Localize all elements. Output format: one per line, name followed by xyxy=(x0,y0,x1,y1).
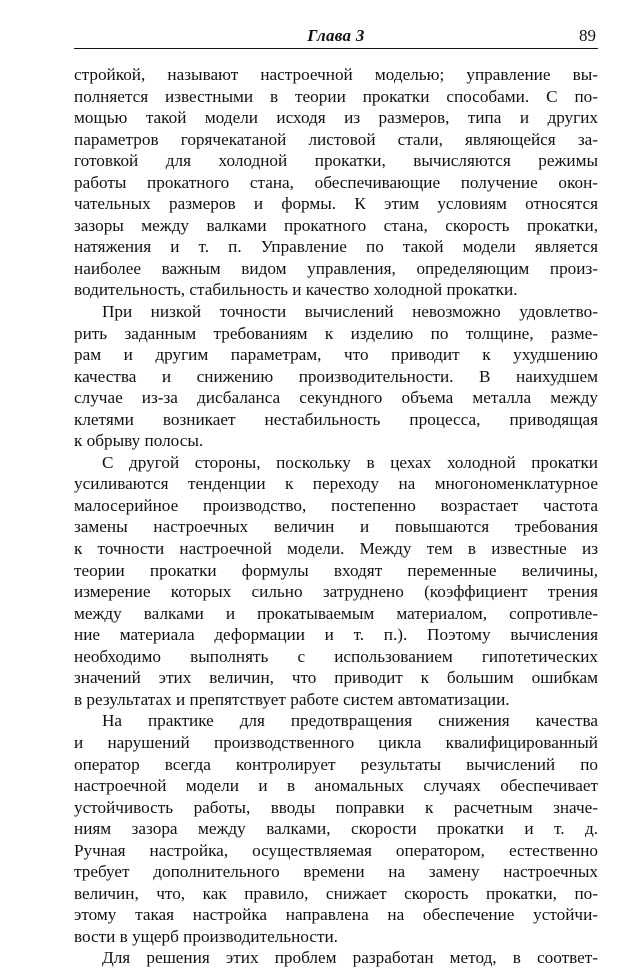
text-line: На практике для предотвращения снижения качества xyxy=(102,711,598,731)
text-line: измерение которых сильно затруднено (коэффициент трения xyxy=(74,582,598,602)
text-line: величин, что, как правило, снижает скорость прокатки, по- xyxy=(74,883,598,903)
text-line: к обрыву полосы. xyxy=(74,431,204,451)
text-line: готовкой для холодной прокатки, вычисляются режимы xyxy=(74,151,598,171)
text-line: рить заданным требованиям к изделию по толщине, разме- xyxy=(74,323,598,343)
body-text xyxy=(74,64,598,969)
text-line: натяжения и т. п. Управление по такой модели является xyxy=(74,237,598,257)
text-line: к точности настроечной модели. Между тем в известные из xyxy=(74,539,598,559)
text-line: водительность, стабильность и качество холодной прокатки. xyxy=(74,280,518,300)
text-line: чательных размеров и формы. К этим условиям относятся xyxy=(74,194,598,214)
text-line: При низкой точности вычислений невозможно удовлетво- xyxy=(102,302,598,322)
header-rule xyxy=(74,48,598,49)
text-line: устойчивость работы, вводы поправки к расчетным значе- xyxy=(74,797,598,817)
text-line: значений этих величин, что приводит к большим ошибкам xyxy=(74,668,598,688)
text-line: Для решения этих проблем разработан метод, в соответ- xyxy=(102,948,598,968)
text-line: С другой стороны, поскольку в цехах холодной прокатки xyxy=(102,452,598,472)
page-number: 89 xyxy=(579,26,596,45)
text-line: в результатах и препятствует работе систем автоматизации. xyxy=(74,689,510,709)
text-line: требует дополнительного времени на замену настроечных xyxy=(74,862,598,882)
text-line: настроечной модели и в аномальных случаях обеспечивает xyxy=(74,776,598,796)
text-line: полняется известными в теории прокатки способами. С по- xyxy=(74,86,598,106)
text-line: клетями возникает нестабильность процесса, приводящая xyxy=(74,409,598,429)
text-line: мощью такой модели исходя из размеров, типа и других xyxy=(74,108,598,128)
text-line: наиболее важным видом управления, определяющим произ- xyxy=(74,258,598,278)
text-line: зазоры между валками прокатного стана, скорость прокатки, xyxy=(74,215,598,235)
text-line: между валками и прокатываемым материалом, сопротивле- xyxy=(74,603,598,623)
text-line: и нарушений производственного цикла квалифицированный xyxy=(74,732,598,752)
text-line: работы прокатного стана, обеспечивающие получение окон- xyxy=(74,172,598,192)
text-line: малосерийное производство, постепенно возрастает частота xyxy=(74,495,598,515)
text-line: оператор всегда контролирует результаты вычислений по xyxy=(74,754,598,774)
text-line: этому такая настройка направлена на обеспечение устойчи- xyxy=(74,905,598,925)
text-line: замены настроечных величин и повышаются требования xyxy=(74,517,598,537)
text-line: параметров горячекатаной листовой стали, являющейся за- xyxy=(74,129,598,149)
text-line: случае из-за дисбаланса секундного объема металла между xyxy=(74,388,598,408)
running-header xyxy=(74,26,598,46)
text-line: Ручная настройка, осуществляемая оператором, естественно xyxy=(74,840,598,860)
text-line: усиливаются тенденции к переходу на многономенклатурное xyxy=(74,474,598,494)
text-line: вости в ущерб производительности. xyxy=(74,926,338,946)
text-line: необходимо выполнять с использованием гипотетических xyxy=(74,646,598,666)
chapter-title: Глава 3 xyxy=(307,26,365,45)
text-line: ниям зазора между валками, скорости прокатки и т. д. xyxy=(74,819,598,839)
text-line: стройкой, называют настроечной моделью; управление вы- xyxy=(74,65,598,84)
text-line: ние материала деформации и т. п.). Поэтому вычисления xyxy=(74,625,598,645)
text-line: рам и другим параметрам, что приводит к ухудшению xyxy=(74,345,598,365)
text-line: качества и снижению производительности. В наихудшем xyxy=(74,366,598,386)
text-line: теории прокатки формулы входят переменные величины, xyxy=(74,560,598,580)
